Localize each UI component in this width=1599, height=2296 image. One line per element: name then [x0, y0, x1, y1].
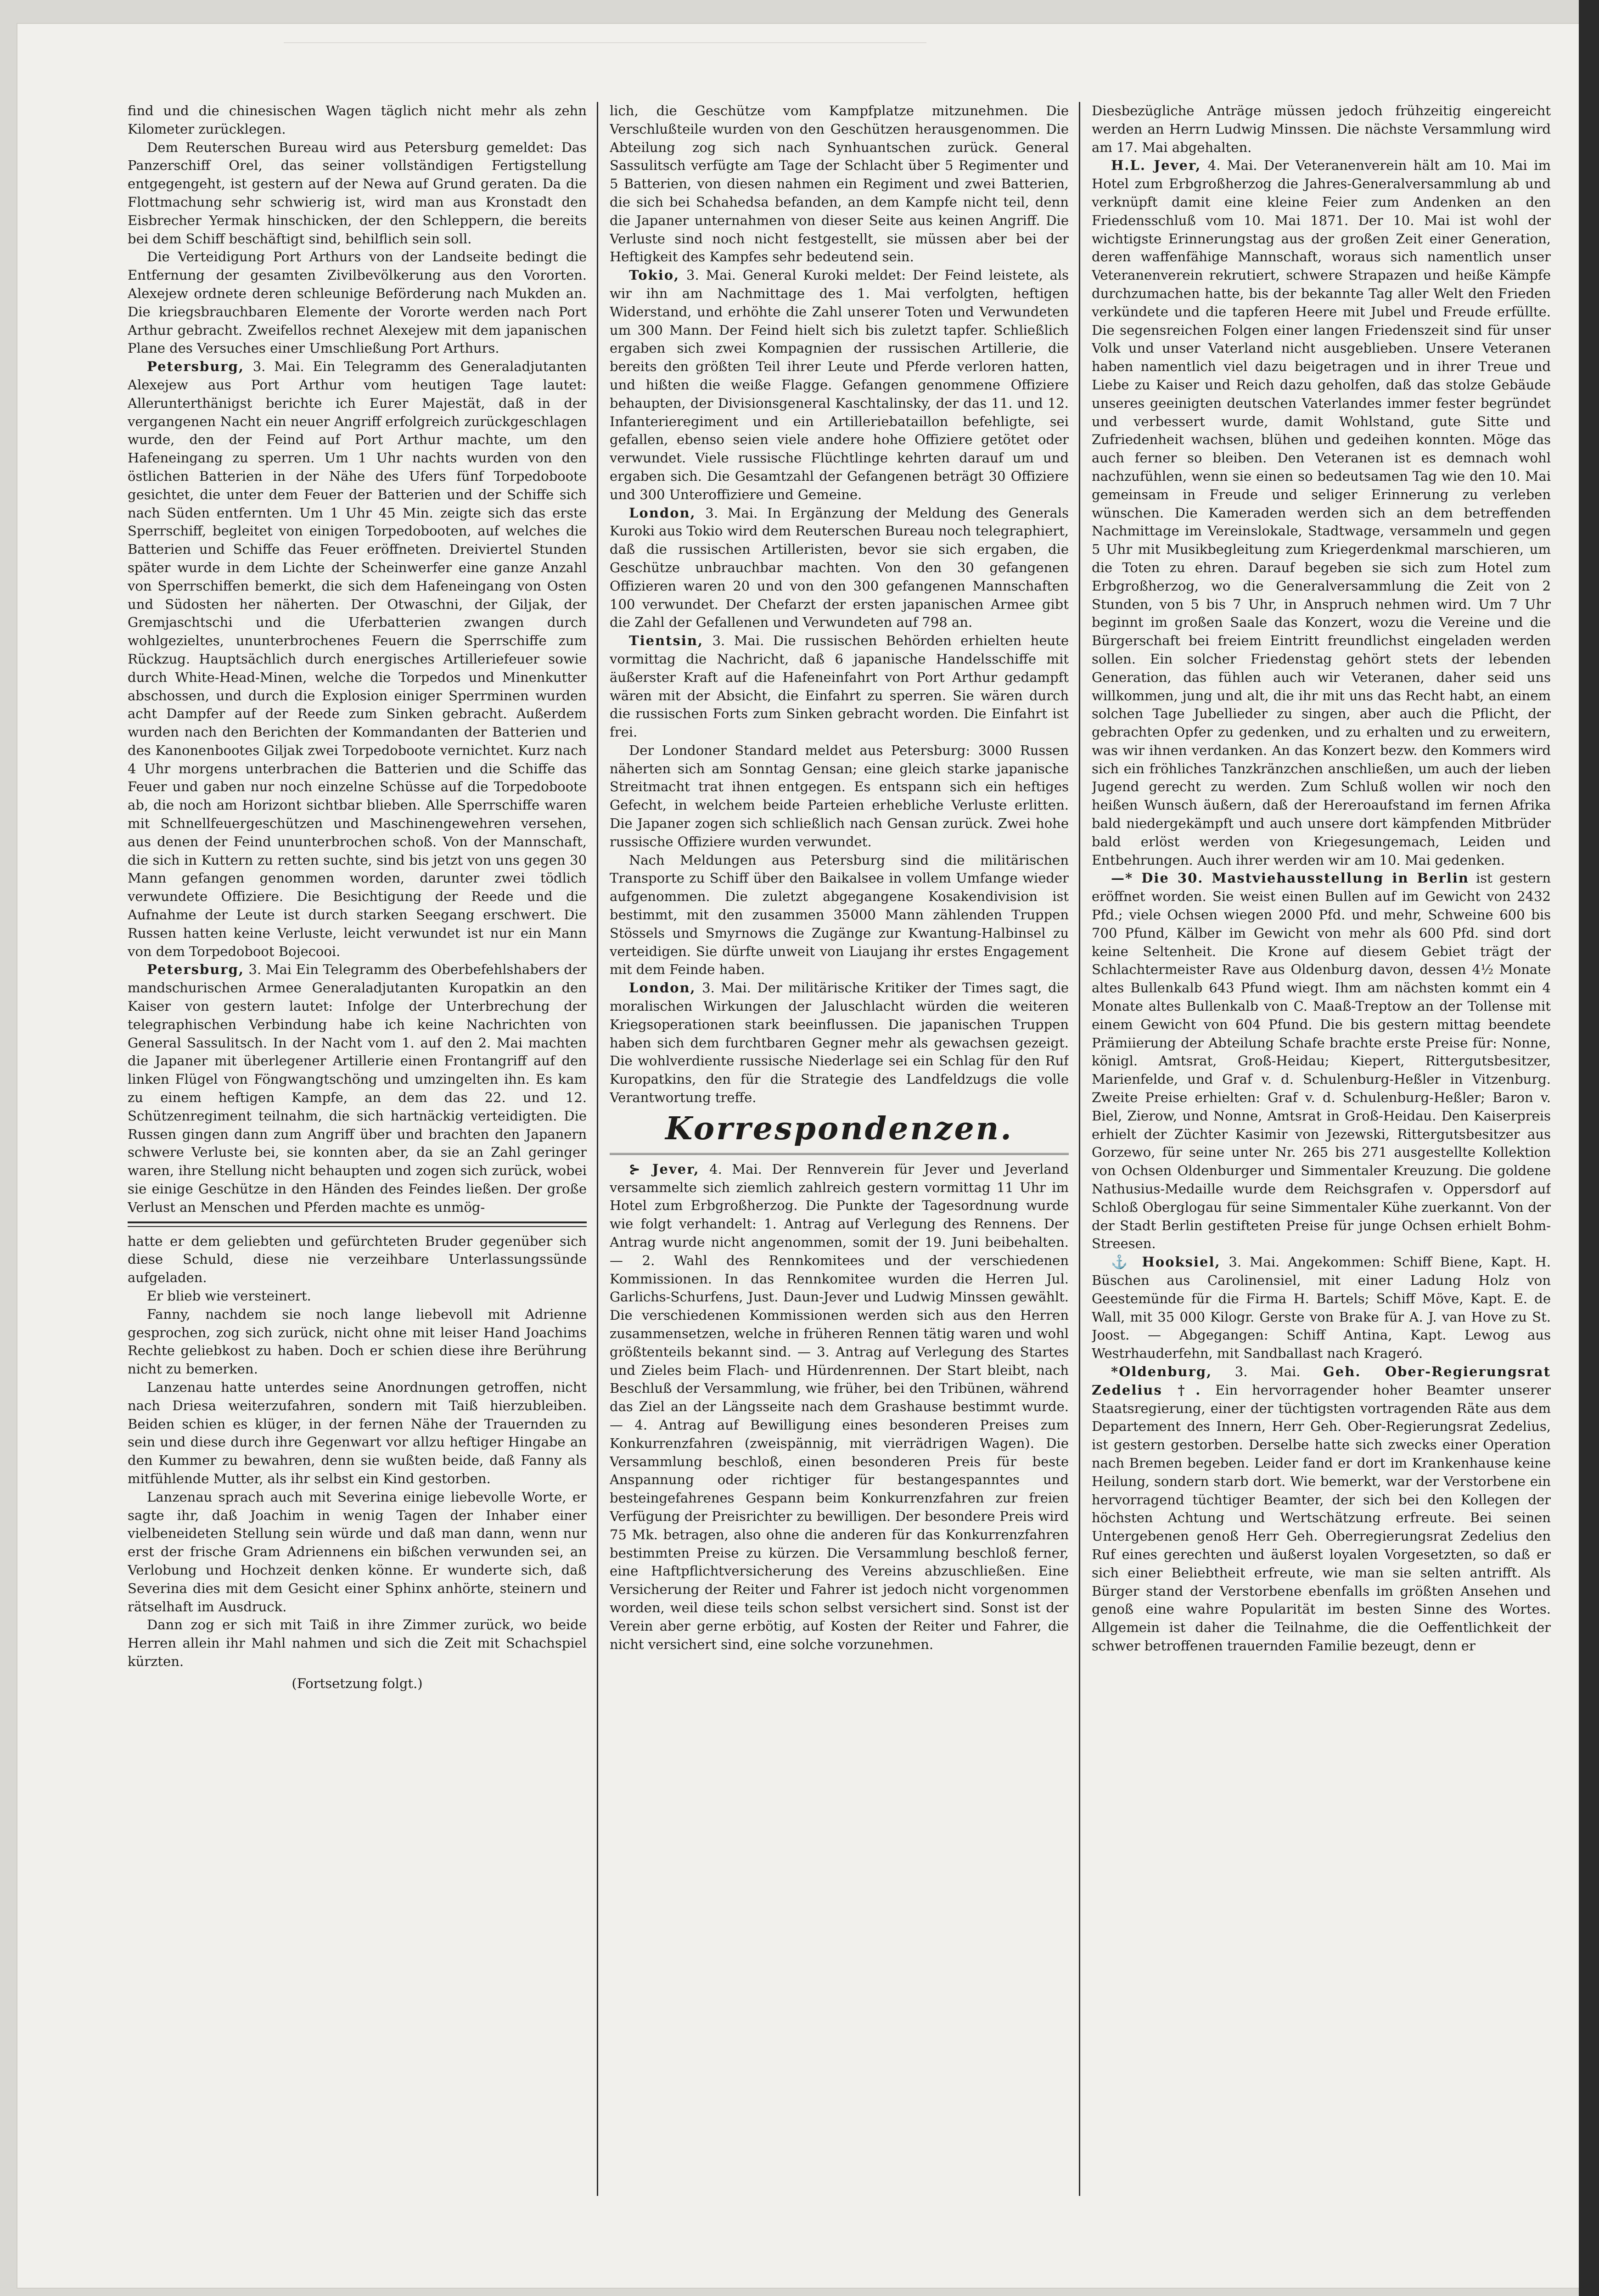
paragraph-text: Der Londoner Standard meldet aus Petersburg: 3000 Russen näherten sich am Sonntag Gensan; eine gleich starke japanische Streitmacht trat ihnen entgegen. Es entspann sich ein heftiges Gefecht, in welchem beide Parteien erhebliche Verluste erlitten. Die Japaner zogen sich schließlich nach Gensan zurück. Zwei hohe russische Offiziere wurden verwundet. [610, 742, 1069, 850]
paragraph-text: Fanny, nachdem sie noch lange liebevoll mit Adrienne gesprochen, zog sich zurück, nicht ohne mit leiser Hand Joachims Rechte geliebkost zu haben. Doch er schien diese ihre Berührung nicht zu bemerken. [128, 1306, 587, 1377]
scanner-edge [1579, 0, 1599, 2296]
dateline: London, [629, 980, 696, 996]
article-paragraph [1092, 157, 1551, 869]
feuilleton-separator [128, 1221, 587, 1227]
paragraph-text: Ein hervorragender hoher Beamter unserer Staatsregierung, einer der tüchtigsten vortragenden Räte aus dem Departement des Innern, Herr Geh. Ober-Regierungsrat Zedelius, ist gestern gestorben. Derselbe hatte sich zwecks einer Operation nach Bremen begeben. Leider fand er dort im Krankenhause keine Heilung, sondern starb dort. Wie bemerkt, war der Verstorbene ein hervorragend tüchtiger Beamter, der sich bei den Kollegen der höchsten Achtung und Wertschätzung erfreute. Bei seinen Untergebenen genoß Herr Geh. Oberregierungsrat Zedelius den Ruf eines gerechten und äußerst loyalen Vorgesetzten, so daß er sich einer Beliebtheit erfreute, wie man sie selten antrifft. Als Bürger stand der Verstorbene ebenfalls im größten Ansehen und genoß eine wahre Popularität im besten Sinne des Wortes. Allgemein ist daher die Teilnahme, die die Oeffentlichkeit der schwer betroffenen trauernden Familie bezeugt, denn er [1092, 1382, 1551, 1654]
paragraph-text: 3. Mai. In Ergänzung der Meldung des Generals Kuroki aus Tokio wird dem Reuterschen Bureau noch telegraphiert, daß die russischen Artilleristen, bevor sie sich ergaben, die Geschütze unbrauchbar machten. Von den 30 gefangenen Offizieren waren 20 und von den 300 gefangenen Mannschaften 100 verwundet. Der Chefarzt der ersten japanischen Armee gibt die Zahl der Gefallenen und Verwundeten auf 798 an. [610, 505, 1069, 630]
column-rule [597, 102, 598, 2196]
paragraph-text: Lanzenau hatte unterdes seine Anordnungen getroffen, nicht nach Driesa weiterzufahren, sondern mit Taiß hierzubleiben. Beiden schien es klüger, in der fernen Nähe der Trauernden zu sein und diese durch ihre Gegenwart vor allzu heftiger Hingabe an den Kummer zu bewahren, denn sie wußten beide, daß Fanny als mitfühlende Mutter, als ihr selbst ein Kind gestorben. [128, 1379, 587, 1486]
article-paragraph [128, 102, 587, 139]
paragraph-text: 3. Mai. Ein Telegramm des Generaladjutanten Alexejew aus Port Arthur vom heutigen Tage lautet: Allerunterthänigst berichte ich Eurer Majestät, daß in der vergangenen Nacht ein neuer Angriff erfolgreich zurückgeschlagen wurde, den der Feind auf Port Arthur machte, um den Hafeneingang zu sperren. Um 1 Uhr nachts wurden von den östlichen Batterien in der Nähe des Ufers fünf Torpedoboote gesichtet, die unter dem Feuer der Batterien und der Schiffe sich nach Süden entfernten. Um 1 Uhr 45 Min. zeigte sich das erste Sperrschiff, begleitet von einigen Torpedobooten, auf welches die Batterien und Schiffe das Feuer eröffneten. Dreiviertel Stunden später wurde in dem Lichte der Scheinwerfer eine ganze Anzahl von Sperrschiffen bemerkt, die sich dem Hafeneingang von Osten und Südosten her näherten. Der Otwaschni, der Giljak, der Gremjaschtschi und die Uferbatterien zwangen durch wohlgezieltes, ununterbrochenes Feuern die Sperrschiffe zum Rückzug. Hauptsächlich durch energisches Artilleriefeuer sowie durch White-Head-Minen, welche die Torpedos und Minenkutter abschossen, und durch die Explosion einiger Sperrminen wurden acht Dampfer auf der Reede zum Sinken gebracht. Außerdem wurden nach den Berichten der Kommandanten der Batterien und des Kanonenbootes Giljak zwei Torpedoboote vernichtet. Kurz nach 4 Uhr morgens unterbrachen die Batterien und die Schiffe das Feuer und gaben nur noch einzelne Schüsse auf die Torpedoboote ab, die noch am Horizont sichtbar blieben. Alle Sperrschiffe waren mit Schnellfeuergeschützen und Maschinengewehren versehen, aus denen der Feind ununterbrochen schoß. Von der Mannschaft, die sich in Kuttern zu retten suchte, sind bis jetzt von uns gegen 30 Mann gefangen genommen worden, darunter zwei tödlich verwundete Offiziere. Die Besichtigung der Reede und die Aufnahme der Leute ist durch starken Seegang erschwert. Die Russen hatten keine Verluste, leicht verwundet ist nur ein Mann von dem Torpedoboot Bojecooi. [128, 359, 587, 959]
article-paragraph [610, 102, 1069, 266]
dateline: H.L. Jever, [1111, 158, 1201, 174]
paragraph-text: 3. Mai. [1212, 1363, 1324, 1379]
paragraph-text: find und die chinesischen Wagen täglich nicht mehr als zehn Kilometer zurücklegen. [128, 103, 587, 137]
article-paragraph [128, 358, 587, 961]
article-paragraph [128, 1232, 587, 1287]
article-paragraph [128, 961, 587, 1216]
newspaper-sheet [17, 24, 1581, 2288]
article-paragraph [1092, 102, 1551, 157]
column-1 [128, 102, 587, 2233]
paragraph-text: hatte er dem geliebten und gefürchteten Bruder gegenüber sich diese Schuld, diese nie verzeihbare Unterlassungssünde aufgeladen. [128, 1233, 587, 1286]
subheading: Geh. Ober-Regierungsrat Zedelius †. [1092, 1363, 1551, 1398]
column-3 [1092, 102, 1551, 2233]
article-paragraph [610, 504, 1069, 632]
article-paragraph [128, 248, 587, 358]
paragraph-text: 3. Mai Ein Telegramm des Oberbefehlshabers der mandschurischen Armee Generaladjutanten Kuropatkin an den Kaiser von gestern lautet: Infolge der Unterbrechung der telegraphischen Verbindung habe ich keine Nachrichten von General Sassulitsch. In der Nacht vom 1. auf den 2. Mai machten die Japaner mit überlegener Artillerie einen Frontangriff auf den linken Flügel von Föngwangtschöng und umzingelten ihn. Es kam zu einem heftigen Kampfe, an dem das 22. und 12. Schützenregiment teilnahm, die sich hartnäckig verteidigten. Die Russen gingen dann zum Angriff über und brachten den Japanern schwere Verluste bei, sie konnten aber, da sie an Zahl geringer waren, ihre Stellung nicht behaupten und zogen sich zurück, wobei sie einige Geschütze in den Händen des Feindes ließen. Der große Verlust an Menschen und Pferden machte es unmög- [128, 962, 587, 1215]
paragraph-text: Lanzenau sprach auch mit Severina einige liebevolle Worte, er sagte ihr, daß Joachim in wenig Tagen der Inhaber einer vielbeneideten Stellung sein würde und daß man dann, wenn nur erst der frische Gram Adriennens ein bißchen verwunden sei, an Verlobung und Hochzeit denken könne. Er wunderte sich, daß Severina dies mit dem Gesicht einer Sphinx anhörte, steinern und rätselhaft im Ausdruck. [128, 1489, 587, 1615]
paragraph-text: Diesbezügliche Anträge müssen jedoch frühzeitig eingereicht werden an Herrn Ludwig Minssen. Die nächste Versammlung wird am 17. Mai abgehalten. [1092, 103, 1551, 155]
dateline: *Oldenburg, [1111, 1363, 1212, 1379]
paragraph-text: Dem Reuterschen Bureau wird aus Petersburg gemeldet: Das Panzerschiff Orel, das seiner vollständigen Fertigstellung entgegengeht, ist gestern auf der Newa auf Grund geraten. Da die Flottmachung sehr schwierig ist, wird man aus Kronstadt den Eisbrecher Yermak hinschicken, der den Schleppern, die bereits bei dem Schiff beschäftigt sind, behilflich sein soll. [128, 139, 587, 247]
article-paragraph [610, 1160, 1069, 1654]
show-through-masthead [284, 42, 926, 94]
paragraph-text: 3. Mai. Angekommen: Schiff Biene, Kapt. H. Büschen aus Carolinensiel, mit einer Ladung Holz von Geestemünde für die Firma H. Bartels; Schiff Möve, Kapt. E. de Wall, mit 35 000 Kilogr. Gerste von Brake für A. J. van Hove zu St. Joost. — Abgegangen: Schiff Antina, Kapt. Lewog aus Westrhauderfehn, mit Sandballast nach Krageró. [1092, 1254, 1551, 1362]
article-paragraph [1092, 1253, 1551, 1363]
article-paragraph [610, 851, 1069, 979]
section-heading: Korrespondenzen. [665, 1110, 1013, 1147]
dateline: —* Die 30. Mastviehausstellung in Berlin [1111, 870, 1469, 886]
paragraph-text: Er blieb wie versteinert. [147, 1288, 311, 1304]
column-rule [1079, 102, 1080, 2196]
paragraph-text: Dann zog er sich mit Taiß in ihre Zimmer zurück, wo beide Herren allein ihr Mahl nahmen und sich die Zeit mit Schachspiel kürzten. [128, 1617, 587, 1669]
dateline: Petersburg, [147, 962, 244, 978]
paragraph-text: ist gestern eröffnet worden. Sie weist einen Bullen auf im Gewicht von 2432 Pfd.; viele Ochsen wiegen 2000 Pfd. und mehr, Schweine 600 bis 700 Pfund, Kälber im Gewicht von mehr als 600 Pfd. sind dort keine Seltenheit. Die Krone auf diesem Gebiet trägt der Schlachtermeister Rave aus Oldenburg davon, dessen 4½ Monate altes Bullenkalb 643 Pfund wiegt. Ihm am nächsten kommt ein 4 Monate altes Bullenkalb von C. Maaß-Treptow an der Tollense mit einem Gewicht von 604 Pfund. Die bis gestern mittag beendete Prämiierung der Abteilung Schafe brachte erste Preise für: Nonne, königl. Amtsrat, Groß-Heidau; Kiepert, Rittergutsbesitzer, Marienfelde, und Graf v. d. Schulenburg-Heßler in Vitzenburg. Zweite Preise erhielten: Graf v. d. Schulenburg-Heßler; Baron v. Biel, Zierow, und Nonne, Amtsrat in Groß-Heidau. Den Kaiserpreis erhielt der Züchter Kasimir von Jezewski, Rittergutsbesitzer aus Gorzewo, für seine unter Nr. 265 bis 271 ausgestellte Kollektion von Ochsen Oldenburger und Simmentaler Kreuzung. Die goldene Nathusius-Medaille wurde dem Reichsgrafen v. Oppersdorf auf Schloß Oberglogau für seine Simmentaler Kühe zuerkannt. Von der der Stadt Berlin gestifteten Preise für junge Ochsen erhielt Bohm-Streesen. [1092, 870, 1551, 1252]
dateline: ⚓ Hooksiel, [1111, 1254, 1221, 1270]
paragraph-text: 3. Mai. Der militärische Kritiker der Times sagt, die moralischen Wirkungen der Jaluschlacht würden die weiteren Kriegsoperationen stark beeinflussen. Die japanischen Truppen haben sich dem furchtbaren Gegner mehr als gewachsen gezeigt. Die wohlverdiente russische Niederlage sei ein Schlag für den Ruf Kuropatkins, den für die Strategie des Landfeldzugs die volle Verantwortung treffe. [610, 980, 1069, 1106]
article-paragraph [610, 632, 1069, 742]
dateline: Tientsin, [629, 633, 704, 649]
article-paragraph [610, 979, 1069, 1107]
paragraph-text: lich, die Geschütze vom Kampfplatze mitzunehmen. Die Verschlußteile wurden von den Geschützen herausgenommen. Die Abteilung zog sich nach Synhuantschen zurück. General Sassulitsch verfügte am Tage der Schlacht über 5 Regimenter und 5 Batterien, von diesen nahmen ein Regiment und zwei Batterien, die sich bei Schahedsa befanden, an dem Kampfe nicht teil, denn die Japaner unternahmen von dieser Seite aus keinen Angriff. Die Verluste sind noch nicht festgestellt, sie müssen aber bei der Heftigkeit des Kampfes sehr bedeutend sein. [610, 103, 1069, 265]
article-paragraph [128, 1379, 587, 1488]
paragraph-text: 4. Mai. Der Veteranenverein hält am 10. Mai im Hotel zum Erbgroßherzog die Jahres-Generalversammlung ab und verknüpft damit eine kleine Feier zum Andenken an den Friedensschluß vom 10. Mai 1871. Der 10. Mai ist wohl der wichtigste Erinnerungstag aus der großen Zeit einer Generation, deren waffenfähige Mannschaft, woraus sich namentlich unser Veteranenverein rekrutiert, schwere Strapazen und heiße Kämpfe durchzumachen hatte, bis der bekannte Tag aller Welt den Frieden verkündete und die tapferen Heere mit Jubel und Freude erfüllte. Die segensreichen Folgen einer langen Friedenszeit sind für unser Volk und unser Vaterland nicht ausgeblieben. Unsere Veteranen haben namentlich viel dazu beigetragen und in ihrer Treue und Liebe zu Kaiser und Reich dazu geholfen, daß das stolze Gebäude unseres geeinigten deutschen Vaterlandes immer fester begründet und verbessert wurde, damit Wohlstand, gute Sitte und Zufriedenheit wachsen, blühen und gedeihen konnten. Möge das auch ferner so bleiben. Den Veteranen ist es demnach wohl nachzufühlen, wenn sie einen so bedeutsamen Tag wie den 10. Mai gemeinsam in Freude und seliger Erinnerung zu verleben wünschen. Die Kameraden werden sich an dem betreffenden Nachmittage im Vereinslokale, Stadtwage, versammeln und gegen 5 Uhr mit Musikbegleitung zum Kriegerdenkmal marschieren, um die Toten zu ehren. Darauf begeben sie sich zum Hotel zum Erbgroßherzog, wo die Generalversammlung die Zeit von 2 Stunden, von 5 bis 7 Uhr, in Anspruch nehmen wird. Um 7 Uhr beginnt im großen Saale das Konzert, wozu die Vereine und die Bürgerschaft bei freiem Eintritt freundlichst eingeladen werden sollen. Ein solcher Friedenstag gehört stets der lebenden Generation, das fühlen auch wir Veteranen, daher seid uns willkommen, jung und alt, die ihr mit uns das Recht habt, an einem solchen Tage Jubellieder zu singen, aber auch die Pflicht, der gebrachten Opfer zu gedenken, und zu erhalten und zu erweitern, was wir ihnen verdanken. An das Konzert bezw. den Kommers wird sich ein fröhliches Tanzkränzchen anschließen, um auch der lieben Jugend gerecht zu werden. Zum Schluß wollen wir noch den heißen Wunsch äußern, daß der Hereroaufstand im fernen Afrika bald niedergekämpft und auch unsere dort kämpfenden Mitbrüder bald erlöst werden von Kriegesungemach, Leiden und Entbehrungen. Auch ihrer werden wir am 10. Mai gedenken. [1092, 158, 1551, 868]
dateline: London, [629, 505, 696, 521]
dateline: Tokio, [629, 267, 680, 283]
article-paragraph [1092, 1363, 1551, 1655]
article-paragraph [128, 1287, 587, 1306]
column-2 [610, 102, 1069, 2233]
section-heading-block [610, 1109, 1069, 1155]
article-paragraph [1092, 869, 1551, 1253]
article-paragraph [128, 1306, 587, 1379]
article-paragraph [128, 1616, 587, 1671]
dateline: ⊱ Jever, [629, 1161, 700, 1177]
dateline: Petersburg, [147, 359, 244, 375]
continuation-note [128, 1675, 587, 1693]
paragraph-text: (Fortsetzung folgt.) [292, 1675, 423, 1691]
paragraph-text: 3. Mai. General Kuroki meldet: Der Feind leistete, als wir ihn am Nachmittage des 1. Mai verfolgten, heftigen Widerstand, und erhöhte die Zahl unserer Toten und Verwundeten um 300 Mann. Der Feind hielt sich bis zuletzt tapfer. Schließlich ergaben sich zwei Kompagnien der russischen Artillerie, die bereits den größten Teil ihrer Leute und Pferde verloren hatten, und hißten die weiße Flagge. Gefangen genommene Offiziere behaupten, der Divisionsgeneral Kaschtalinsky, der das 11. und 12. Infanterieregiment und ein Artilleriebataillon befehligte, sei gefallen, ebenso seien viele andere hohe Offiziere getötet oder verwundet. Viele russische Flüchtlinge kehrten darauf um und ergaben sich. Die Gesamtzahl der Gefangenen beträgt 30 Offiziere und 300 Unteroffiziere und Gemeine. [610, 267, 1069, 502]
paragraph-text: Die Verteidigung Port Arthurs von der Landseite bedingt die Entfernung der gesamten Zivilbevölkerung aus den Vororten. Alexejew ordnete deren schleunige Beförderung nach Mukden an. Die kriegsbrauchbaren Elemente der Vororte werden nach Port Arthur gebracht. Zweifellos rechnet Alexejew mit dem japanischen Plane des Versuches einer Umschließung Port Arthurs. [128, 249, 587, 356]
paragraph-text: Nach Meldungen aus Petersburg sind die militärischen Transporte zu Schiff über den Baikalsee in vollem Umfange wieder aufgenommen. Die zuletzt abgegangene Kosakendivision ist bestimmt, mit den zusammen 35000 Mann zählenden Truppen Stössels und Smyrnows die Zugänge zur Kwantung-Halbinsel zu verteidigen. Sie dürfte unweit von Liaujang ihr erstes Engagement mit dem Feinde haben. [610, 852, 1069, 978]
article-paragraph [128, 1488, 587, 1616]
newspaper-page [128, 102, 1578, 2269]
paragraph-text: 3. Mai. Die russischen Behörden erhielten heute vormittag die Nachricht, daß 6 japanische Handelsschiffe mit äußerster Kraft auf die Hafeneinfahrt von Port Arthur gedampft wären mit der Absicht, die Einfahrt zu sperren. Sie wären durch die russischen Forts zum Sinken gebracht worden. Die Einfahrt ist frei. [610, 633, 1069, 740]
article-paragraph [610, 266, 1069, 504]
article-paragraph [610, 742, 1069, 851]
article-paragraph [128, 139, 587, 248]
paragraph-text: 4. Mai. Der Rennverein für Jever und Jeverland versammelte sich ziemlich zahlreich gestern vormittag 11 Uhr im Hotel zum Erbgroßherzog. Die Punkte der Tagesordnung wurde wie folgt verhandelt: 1. Antrag auf Verlegung des Rennens. Der Antrag wurde nicht angenommen, somit der 19. Juni beibehalten. — 2. Wahl des Rennkomitees und der verschiedenen Kommissionen. In das Rennkomitee wurden die Herren Jul. Garlichs-Schurfens, Just. Daun-Jever und Ludwig Minssen gewählt. Die verschiedenen Kommissionen werden sich aus den Herren zusammensetzen, welche in früheren Rennen tätig waren und wohl größtenteils bekannt sind. — 3. Antrag auf Verlegung des Startes und Zieles beim Flach- und Hürdenrennen. Der Start bleibt, nach Beschluß der Versammlung, wie früher, bei den Tribünen, während das Ziel an der Längsseite nach dem Grashause bestimmt wurde. — 4. Antrag auf Bewilligung eines besonderen Preises zum Konkurrenzfahren (zweispännig, mit vierrädrigen Wagen). Die Versammlung beschloß, einen besonderen Preis für beste Anspannung oder richtiger für bestangespanntes und besteingefahrenes Gespann beim Konkurrenzfahren zur freien Verfügung der Preisrichter zu bewilligen. Der besondere Preis wird 75 Mk. betragen, also ohne die anderen für das Konkurrenzfahren bestimmten Preise zu kürzen. Die Versammlung beschloß ferner, eine Haftpflichtversicherung des Vereins abzuschließen. Eine Versicherung der Reiter und Fahrer ist jedoch nicht vorgenommen worden, weil diese teils schon selbst versichert sind. Sonst ist der Verein aber gerne erbötig, auf Kosten der Reiter und Fahrer, die nicht versichert sind, eine solche vorzunehmen. [610, 1161, 1069, 1652]
